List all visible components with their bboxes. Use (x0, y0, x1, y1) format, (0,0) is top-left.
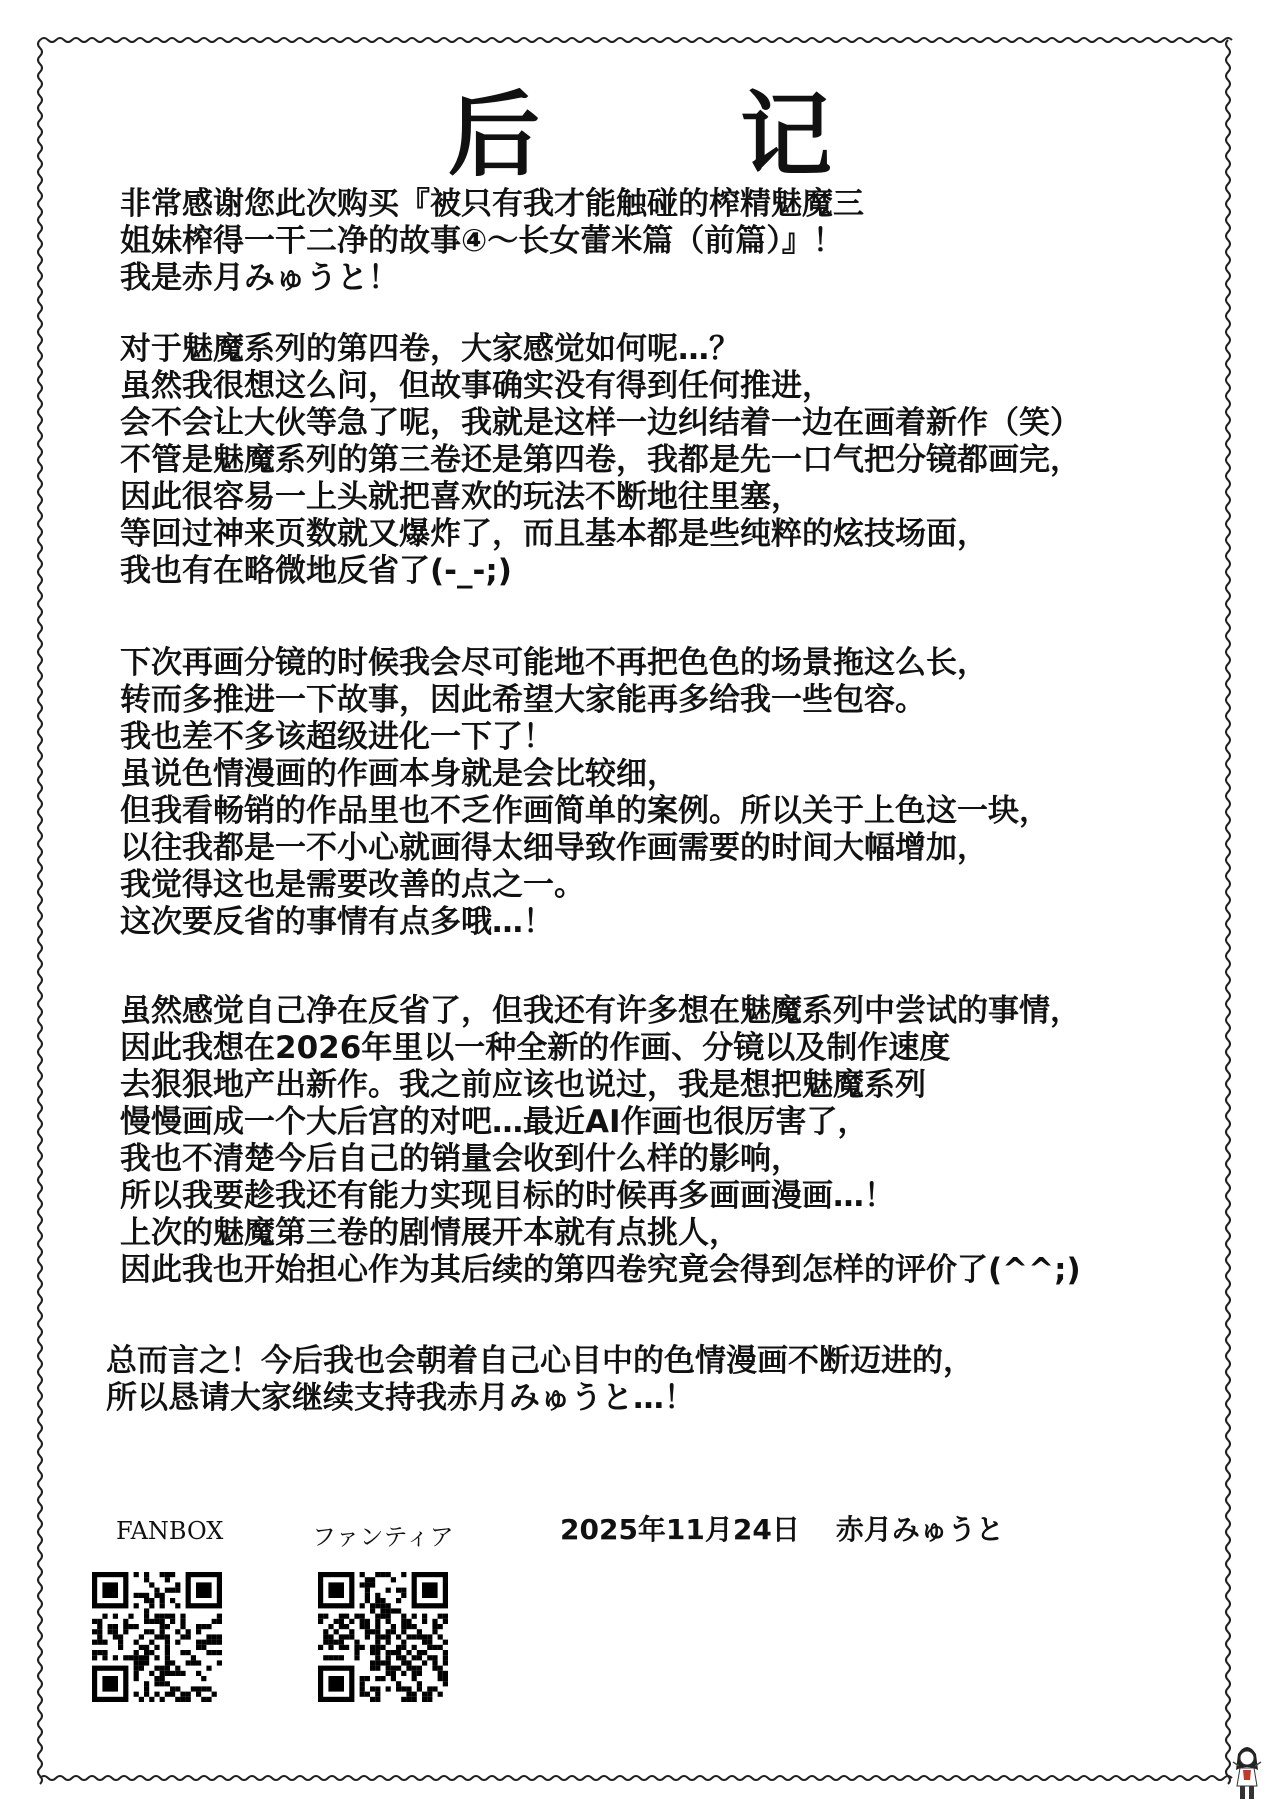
text-line: 我觉得这也是需要改善的点之一。 (120, 867, 585, 903)
text-line: 我是赤月みゅうと！ (120, 260, 399, 296)
paragraph-4 (120, 993, 1160, 1289)
text-line: 非常感谢您此次购买『被只有我才能触碰的榨精魅魔三 (120, 186, 864, 222)
text-line: 这次要反省的事情有点多哦…！ (120, 904, 554, 940)
text-line: 但我看畅销的作品里也不乏作画简单的案例。所以关于上色这一块， (120, 793, 1050, 829)
fantia-label: ファンティア (312, 1523, 454, 1551)
text-line: 我也差不多该超级进化一下了！ (120, 719, 554, 755)
paragraph-5 (106, 1343, 1146, 1417)
text-line: 所以我要趁我还有能力实现目标的时候再多画画漫画…！ (120, 1178, 895, 1214)
paragraph-3 (120, 645, 1160, 941)
signature-author: 赤月みゅうと (835, 1513, 1004, 1546)
text-line: 虽然我很想这么问，但故事确实没有得到任何推进， (120, 368, 833, 404)
text-line: 所以恳请大家继续支持我赤月みゅうと…！ (106, 1380, 695, 1416)
paragraph-1 (120, 186, 1160, 297)
text-line: 以往我都是一不小心就画得太细导致作画需要的时间大幅增加， (120, 830, 988, 866)
fanbox-qr-code[interactable] (92, 1572, 222, 1702)
text-line: 因此我也开始担心作为其后续的第四卷究竟会得到怎样的评价了(^^;) (120, 1252, 1081, 1288)
paragraph-2 (120, 331, 1160, 590)
text-line: 因此很容易一上头就把喜欢的玩法不断地往里塞， (120, 479, 802, 515)
text-line: 慢慢画成一个大后宫的对吧…最近AI作画也很厉害了， (120, 1104, 869, 1140)
page-title (0, 62, 1280, 194)
fanbox-label: FANBOX (116, 1517, 224, 1545)
text-line: 姐妹榨得一干二净的故事④〜长女蕾米篇（前篇）』！ (120, 223, 844, 259)
text-line: 因此我想在2026年里以一种全新的作画、分镜以及制作速度 (120, 1030, 951, 1066)
chibi-character-illustration (1230, 1740, 1264, 1802)
text-line: 总而言之！今后我也会朝着自己心目中的色情漫画不断迈进的， (106, 1343, 974, 1379)
text-line: 虽然感觉自己净在反省了，但我还有许多想在魅魔系列中尝试的事情， (120, 993, 1081, 1029)
text-line: 转而多推进一下故事，因此希望大家能再多给我一些包容。 (120, 682, 926, 718)
text-line: 下次再画分镜的时候我会尽可能地不再把色色的场景拖这么长， (120, 645, 988, 681)
text-line: 对于魅魔系列的第四卷，大家感觉如何呢…？ (120, 331, 740, 367)
title-char-2: 记 (740, 82, 833, 189)
text-line: 上次的魅魔第三卷的剧情展开本就有点挑人， (120, 1215, 740, 1251)
signature (560, 1508, 1004, 1548)
text-line: 去狠狠地产出新作。我之前应该也说过，我是想把魅魔系列 (120, 1067, 926, 1103)
fantia-qr-code[interactable] (318, 1572, 448, 1702)
title-char-1: 后 (447, 82, 540, 189)
signature-date: 2025年11月24日 (560, 1513, 800, 1546)
text-line: 会不会让大伙等急了呢，我就是这样一边纠结着一边在画着新作（笑） (120, 405, 1081, 441)
text-line: 虽说色情漫画的作画本身就是会比较细， (120, 756, 678, 792)
text-line: 不管是魅魔系列的第三卷还是第四卷，我都是先一口气把分镜都画完， (120, 442, 1081, 478)
text-line: 我也不清楚今后自己的销量会收到什么样的影响， (120, 1141, 802, 1177)
text-line: 我也有在略微地反省了(-_-;) (120, 553, 512, 589)
text-line: 等回过神来页数就又爆炸了，而且基本都是些纯粹的炫技场面， (120, 516, 988, 552)
